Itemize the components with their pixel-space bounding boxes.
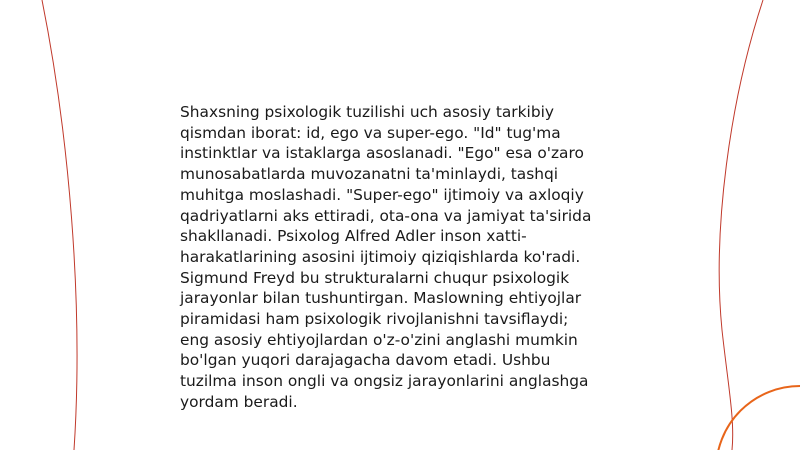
right-decorative-curve (719, 0, 763, 450)
orange-accent-arc (716, 386, 800, 450)
left-decorative-curve (42, 0, 77, 450)
body-paragraph: Shaxsning psixologik tuzilishi uch asosiy tarkibiy qismdan iborat: id, ego va super-ego. "Id" tug'ma instinktlar va istaklarga asoslanadi. "Ego" esa o'zaro munosabatlarda muvozanatni ta'minlaydi, tashqi muhitga moslashadi. "Super-ego" ijtimoiy va axloqiy qadriyatlarni aks ettiradi, ota-ona va jamiyat ta'sirida shakllanadi. Psixolog Alfred Adler inson xatti- harakatlarining asosini ijtimoiy qiziqishlarda ko'radi. Sigmund Freyd bu strukturalarni chuqur psixologik jarayonlar bilan tushuntirgan. Maslowning ehtiyojlar piramidasi ham psixologik rivojlanishni tavsiflaydi; eng asosiy ehtiyojlardan o'z-o'zini anglashi mumkin bo'lgan yuqori darajagacha davom etadi. Ushbu tuzilma inson ongli va ongsiz jarayonlarini anglashga yordam beradi. (180, 103, 592, 411)
